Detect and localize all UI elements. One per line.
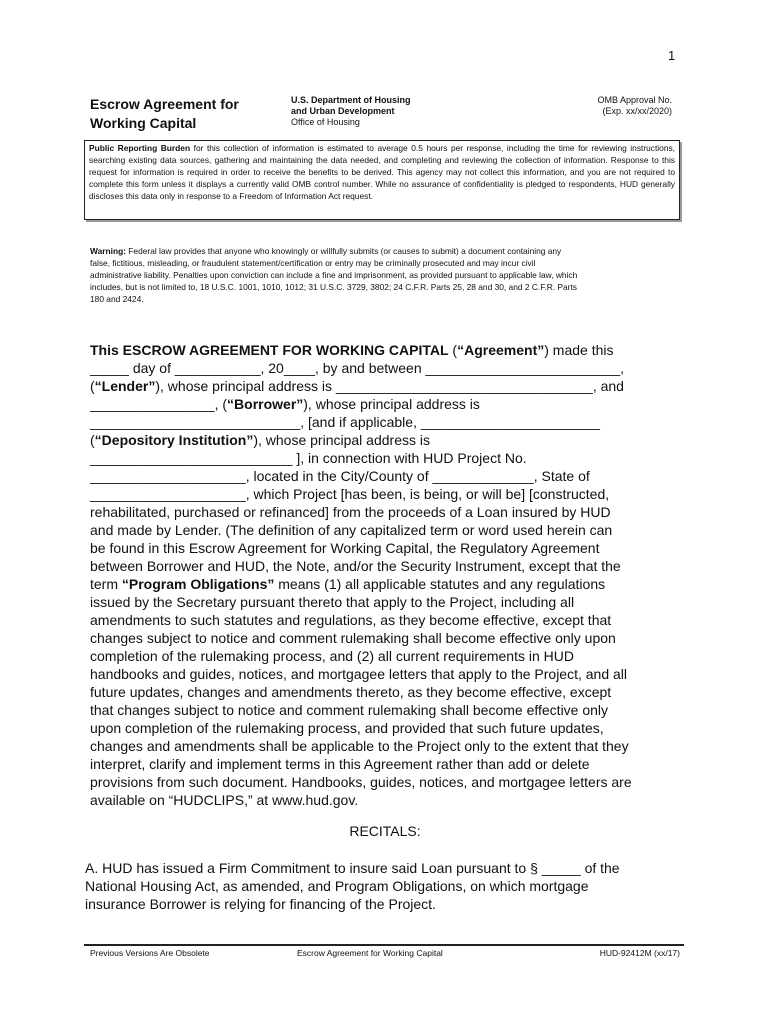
omb-number: OMB Approval No.	[597, 95, 672, 105]
omb-approval	[540, 95, 672, 117]
agency-name: and Urban Development	[291, 106, 395, 116]
agreement-line: (“Lender”), whose principal address is _________________________________, and	[90, 378, 624, 394]
agreement-line: completion of the rulemaking process, and (2) all current requirements in HUD	[90, 648, 574, 664]
agreement-line: rehabilitated, purchased or refinanced] from the proceeds of a Loan insured by HUD	[90, 504, 611, 520]
agreement-line: changes and amendments shall be applicable to the Project only to the extent that they	[90, 738, 629, 754]
warning-lead: Warning:	[90, 246, 126, 256]
agency-office: Office of Housing	[291, 117, 360, 127]
footer-divider	[84, 944, 684, 946]
agreement-line: changes subject to notice and comment rulemaking shall become effective only upon	[90, 630, 616, 646]
recital-line: National Housing Act, as amended, and Program Obligations, on which mortgage	[85, 878, 589, 894]
agreement-line: (“Depository Institution”), whose principal address is	[90, 432, 430, 448]
agreement-line: available on “HUDCLIPS,” at www.hud.gov.	[90, 792, 359, 808]
agreement-line: provisions from such document. Handbooks, guides, notices, and mortgagee letters are	[90, 774, 632, 790]
agreement-line: interpret, clarify and implement terms in this Agreement rather than add or delete	[90, 756, 590, 772]
recital-a	[85, 859, 680, 913]
agreement-line: upon completion of the rulemaking process, and provided that such future updates,	[90, 720, 604, 736]
agreement-line: ____________________, which Project [has been, is being, or will be] [constructed,	[90, 486, 610, 502]
warning-line: Warning: Federal law provides that anyone who knowingly or willfully submits (or causes to submit) a document containing any	[90, 246, 562, 256]
omb-expiration: (Exp. xx/xx/2020)	[602, 106, 672, 116]
warning-line: includes, but is not limited to, 18 U.S.C. 1001, 1010, 1012; 31 U.S.C. 3729, 3802; 24 C.F.R. Parts 25, 28 and 30, and 2 C.F.R. Parts	[90, 281, 577, 292]
agreement-line: __________________________ ], in connection with HUD Project No.	[90, 450, 527, 466]
agreement-line: handbooks and guides, notices, and mortgagee letters that apply to the Project, and all	[90, 666, 628, 682]
agreement-paragraph	[90, 341, 680, 809]
form-title-line: Escrow Agreement for	[90, 96, 239, 112]
warning-line: 180 and 2424.	[90, 293, 144, 304]
agreement-line: _____ day of ___________, 20____, by and between _________________________,	[90, 360, 625, 376]
agreement-line: ____________________, located in the City/County of _____________, State of	[90, 468, 590, 484]
agency-name: U.S. Department of Housing	[291, 95, 411, 105]
agreement-line: future updates, changes and amendments thereto, as they become effective, except	[90, 684, 612, 700]
recital-line: A. HUD has issued a Firm Commitment to insure said Loan pursuant to § _____ of the	[85, 860, 620, 876]
agency-block	[291, 95, 491, 128]
agreement-line: and made by Lender. (The definition of any capitalized term or word used herein can	[90, 522, 613, 538]
agreement-line: issued by the Secretary pursuant thereto that apply to the Project, including all	[90, 594, 575, 610]
footer-form-number: HUD-92412M (xx/17)	[599, 948, 680, 958]
public-reporting-burden-box	[84, 140, 680, 220]
burden-text: for this collection of information is estimated to average 0.5 hours per response, including the time for reviewing instructions, searching existing data sources, gathering and maintaining the data needed, and completing and reviewing the collection of information. Response to this request for information is required in order to receive the benefits to be derived. This agency may not collect this information, and you are not required to complete this form unless it displays a currently valid OMB control number. While no assurance of confidentiality is pledged to respondents, HUD generally discloses this data only in response to a Freedom of Information Act request.	[89, 143, 675, 201]
footer-form-title: Escrow Agreement for Working Capital	[297, 948, 443, 958]
agreement-line: ___________________________, [and if applicable, _______________________	[90, 414, 600, 430]
recital-line: insurance Borrower is relying for financing of the Project.	[85, 896, 436, 912]
warning-line: administrative liability. Penalties upon conviction can include a fine and imprisonment, as provided pursuant to applicable law, which	[90, 269, 578, 280]
agreement-line: that changes subject to notice and comment rulemaking shall become effective only	[90, 702, 609, 718]
warning-notice	[90, 246, 680, 306]
form-title-line: Working Capital	[90, 115, 197, 131]
agreement-line: be found in this Escrow Agreement for Working Capital, the Regulatory Agreement	[90, 540, 600, 556]
agreement-line: between Borrower and HUD, the Note, and/or the Security Instrument, except that the	[90, 558, 621, 574]
recitals-heading: RECITALS:	[349, 823, 421, 839]
page-number: 1	[668, 48, 676, 63]
burden-lead: Public Reporting Burden	[89, 143, 191, 153]
footer-obsolete-notice: Previous Versions Are Obsolete	[90, 948, 210, 958]
agreement-line: This ESCROW AGREEMENT FOR WORKING CAPITAL (“Agreement”) made this	[90, 342, 614, 358]
agreement-line: amendments to such statutes and regulations, as they become effective, except that	[90, 612, 612, 628]
form-title	[90, 95, 280, 133]
warning-line: false, fictitious, misleading, or fraudulent statement/certification or entry may be criminally prosecuted and may incur civil	[90, 257, 536, 268]
agreement-line: ________________, (“Borrower”), whose principal address is	[90, 396, 480, 412]
agreement-line: term “Program Obligations” means (1) all applicable statutes and any regulations	[90, 576, 606, 592]
